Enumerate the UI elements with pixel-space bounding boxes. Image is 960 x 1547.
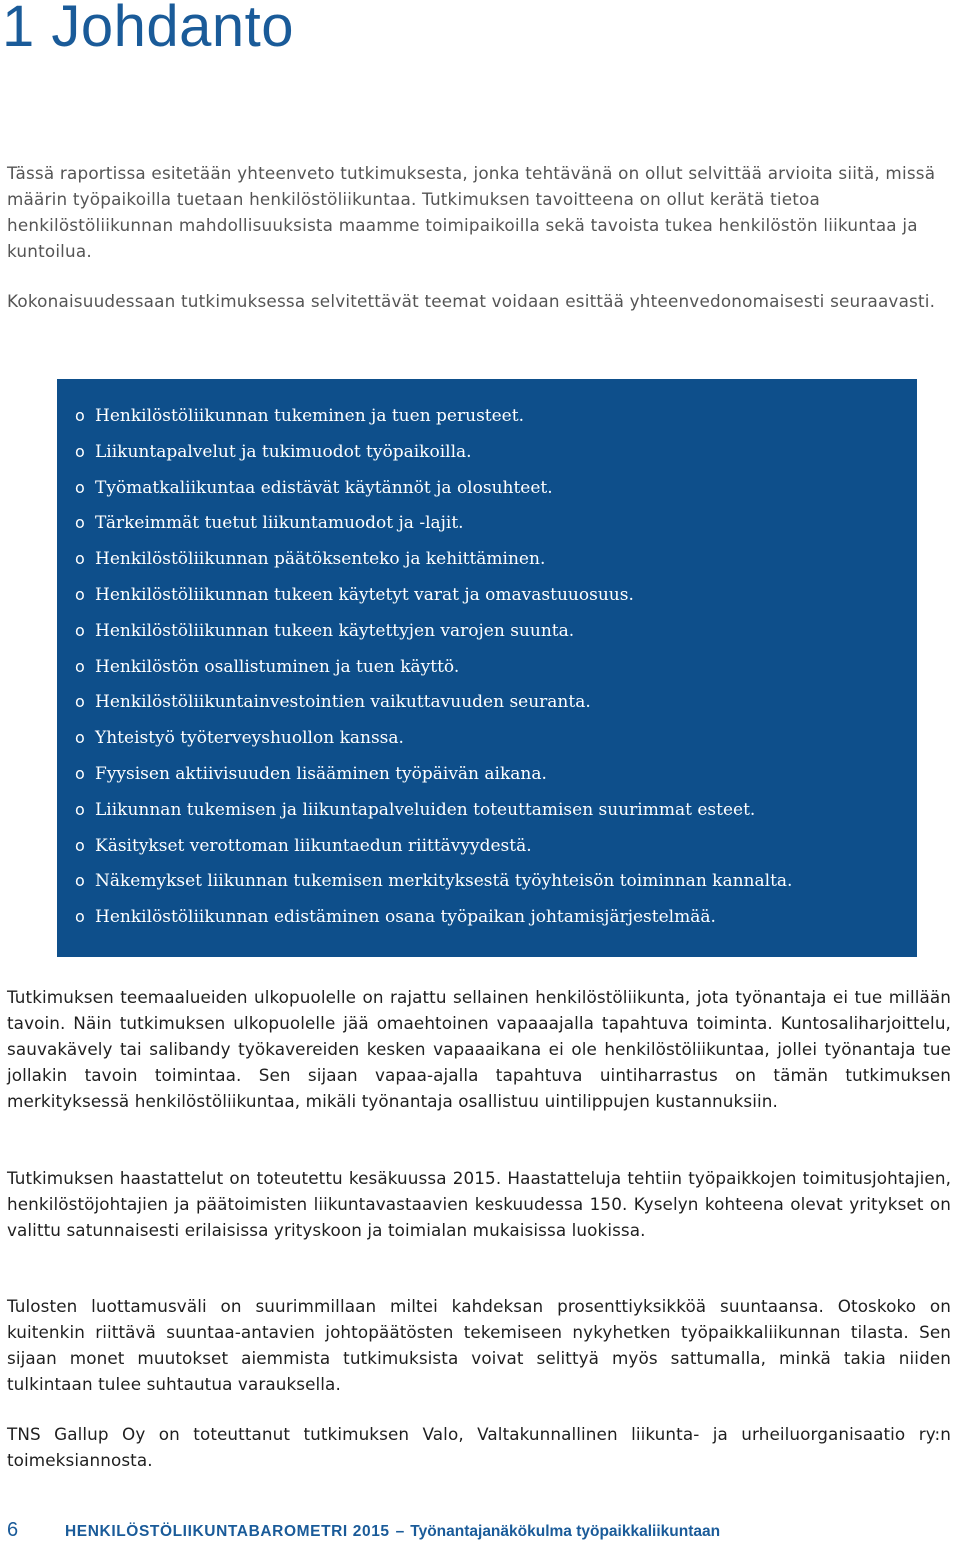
theme-text: Liikunnan tukemisen ja liikuntapalveluiden toteuttamisen suurimmat esteet.	[95, 799, 756, 820]
list-item	[75, 507, 915, 543]
bullet-marker: o	[75, 477, 85, 497]
publication-subtitle: Työnantajanäkökulma työpaikkaliikuntaan	[410, 1523, 721, 1540]
body-paragraph-2: Tutkimuksen haastattelut on toteutettu kesäkuussa 2015. Haastatteluja tehtiin työpaikkojen toimitusjohtajien, henkilöstöjohtajien ja päätoimisten liikuntavastaavien keskuudessa 150. Kyselyn kohteena olevat yritykset on valittu satunnaisesti erilaisissa yrityskoon ja toimialan mukaisissa luokissa.	[7, 1168, 951, 1240]
intro-paragraph-2: Kokonaisuudessaan tutkimuksessa selvitettävät teemat voidaan esittää yhteenvedonomaisesti seuraavasti.	[7, 291, 936, 311]
bullet-marker: o	[75, 692, 85, 712]
list-item	[75, 686, 915, 722]
bullet-marker: o	[75, 441, 85, 461]
bullet-marker: o	[75, 513, 85, 533]
theme-text: Näkemykset liikunnan tukemisen merkityksestä työyhteisön toiminnan kannalta.	[95, 871, 793, 892]
bullet-marker: o	[75, 656, 85, 676]
list-item	[75, 436, 915, 472]
theme-text: Yhteistyö työterveyshuollon kanssa.	[95, 728, 404, 749]
bullet-marker: o	[75, 620, 85, 640]
list-item	[75, 901, 915, 937]
list-item	[75, 722, 915, 758]
body-paragraph-1: Tutkimuksen teemaalueiden ulkopuolelle on rajattu sellainen henkilöstöliikunta, jota työnantaja ei tue millään tavoin. Näin tutkimuksen ulkopuolelle jää omaehtoinen vapaaajalla tapahtuva toiminta. Kuntosaliharjoittelu, sauvakävely tai salibandy työkavereiden kesken vapaaaikana ei ole henkilöstöliikuntaa, jollei työnantaja tue jollakin tavoin toimintaa. Sen sijaan vapaa-ajalla tapahtuva uintiharrastus on tämän tutkimuksen merkityksessä henkilöstöliikuntaa, mikäli työnantaja osallistuu uintilippujen kustannuksiin.	[7, 987, 951, 1111]
bullet-marker: o	[75, 728, 85, 748]
bullet-marker: o	[75, 406, 85, 425]
body-paragraph-4: TNS Gallup Oy on toteuttanut tutkimuksen Valo, Valtakunnallinen liikunta- ja urheiluorganisaatio ry:n toimeksiannosta.	[7, 1424, 951, 1470]
publication-title: HENKILÖSTÖLIIKUNTABAROMETRI 2015	[65, 1523, 390, 1540]
page-number: 6	[7, 1519, 19, 1541]
list-item	[75, 758, 915, 794]
theme-text: Tärkeimmät tuetut liikuntamuodot ja -lajit.	[95, 513, 464, 534]
list-item	[75, 651, 915, 687]
bullet-marker: o	[75, 835, 85, 855]
theme-text: Fyysisen aktiivisuuden lisääminen työpäivän aikana.	[95, 763, 547, 784]
theme-text: Käsitykset verottoman liikuntaedun riittävyydestä.	[95, 835, 532, 856]
theme-text: Henkilöstöliikunnan päätöksenteko ja kehittäminen.	[95, 549, 546, 570]
list-item	[75, 865, 915, 901]
list-item	[75, 615, 915, 651]
theme-text: Liikuntapalvelut ja tukimuodot työpaikoilla.	[95, 441, 472, 462]
bullet-marker: o	[75, 799, 85, 819]
bullet-marker: o	[75, 763, 85, 783]
list-item	[75, 830, 915, 866]
themes-list	[75, 400, 915, 937]
theme-text: Henkilöstöliikunnan tukeen käytettyjen varojen suunta.	[95, 620, 575, 641]
intro-paragraph-1: Tässä raportissa esitetään yhteenveto tutkimuksesta, jonka tehtävänä on ollut selvittää arvioita siitä, missä määrin työpaikoilla tuetaan henkilöstöliikuntaa. Tutkimuksen tavoitteena on ollut kerätä tietoa henkilöstöliikunnan mahdollisuuksista maamme toimipaikoilla sekä tavoista tukea henkilöstön liikuntaa ja kuntoilua.	[7, 163, 936, 261]
theme-text: Henkilöstöliikunnan tukeminen ja tuen perusteet.	[95, 406, 524, 426]
bullet-marker: o	[75, 549, 85, 569]
page-title: 1 Johdanto	[2, 0, 295, 59]
list-item	[75, 400, 915, 436]
theme-text: Työmatkaliikuntaa edistävät käytännöt ja olosuhteet.	[95, 477, 553, 498]
bullet-marker: o	[75, 871, 85, 891]
page-footer	[7, 1519, 720, 1542]
body-paragraph-3: Tulosten luottamusväli on suurimmillaan miltei kahdeksan prosenttiyksikköä suuntaansa. Otoskoko on kuitenkin riittävä suuntaa-antavien johtopäätösten tekemiseen nykyhetken työpaikkaliikunnan tilasta. Sen sijaan monet muutokset aiemmista tutkimuksista voivat selittyä myös sattumalla, minkä takia niiden tulkintaan tulee suhtautua varauksella.	[7, 1296, 951, 1394]
bullet-marker: o	[75, 907, 85, 927]
list-item	[75, 579, 915, 615]
list-item	[75, 543, 915, 579]
list-item	[75, 794, 915, 830]
theme-text: Henkilöstöliikuntainvestointien vaikuttavuuden seuranta.	[95, 692, 591, 713]
bullet-marker: o	[75, 584, 85, 604]
theme-text: Henkilöstön osallistuminen ja tuen käyttö.	[95, 656, 460, 677]
theme-text: Henkilöstöliikunnan tukeen käytetyt varat ja omavastuuosuus.	[95, 584, 634, 605]
footer-separator: –	[395, 1523, 405, 1540]
list-item	[75, 472, 915, 508]
themes-box	[57, 379, 917, 957]
theme-text: Henkilöstöliikunnan edistäminen osana työpaikan johtamisjärjestelmää.	[95, 907, 716, 928]
